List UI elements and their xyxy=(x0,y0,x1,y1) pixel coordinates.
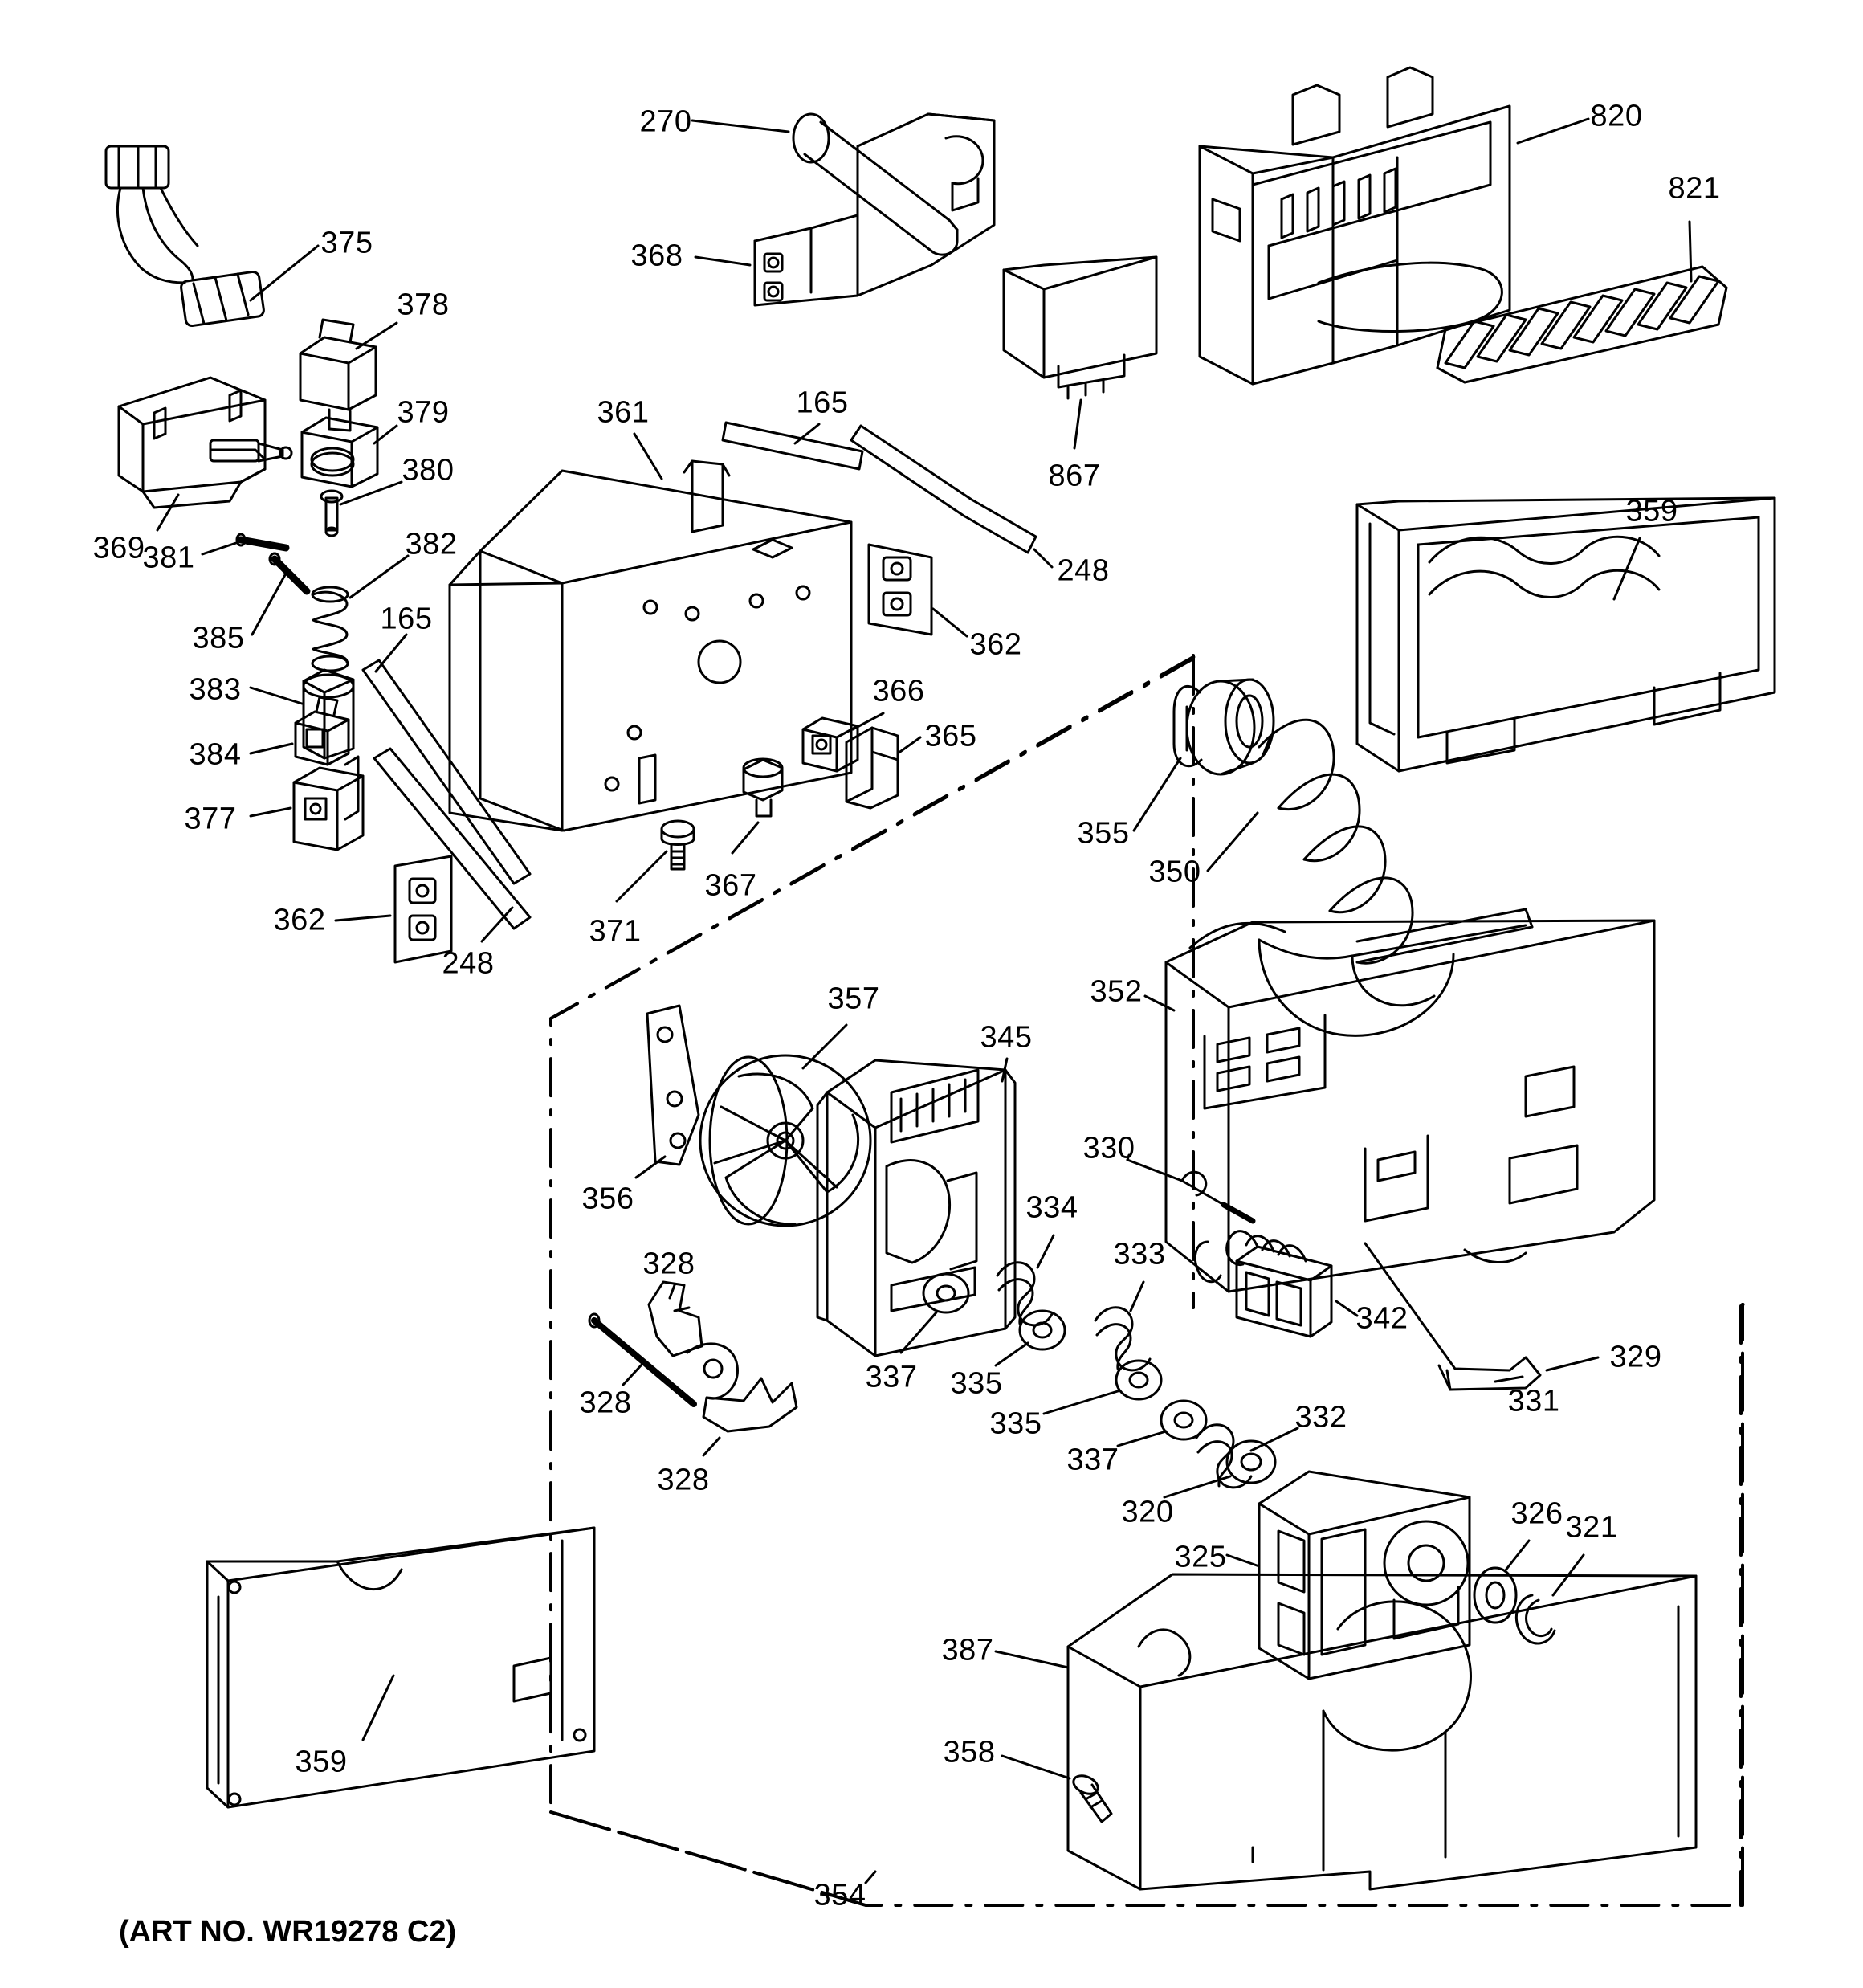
part-362-plate-right xyxy=(869,545,932,635)
leader-356 xyxy=(636,1157,665,1178)
callout-379: 379 xyxy=(397,395,450,430)
leader-369 xyxy=(157,495,178,530)
leader-362-right xyxy=(933,609,967,636)
callout-335-left: 335 xyxy=(950,1366,1003,1401)
part-345-front-housing xyxy=(817,1060,1015,1356)
callout-368: 368 xyxy=(630,239,683,273)
leader-331 xyxy=(1495,1377,1523,1382)
assembly-354-boundary xyxy=(551,655,1743,1905)
leader-867 xyxy=(1074,400,1081,448)
callout-332: 332 xyxy=(1294,1400,1347,1435)
callout-320: 320 xyxy=(1121,1495,1174,1529)
part-385-rod xyxy=(270,553,307,591)
leader-359-bottom xyxy=(363,1676,393,1740)
callout-357: 357 xyxy=(827,982,880,1016)
part-165-strip-top xyxy=(723,423,862,469)
callout-328-bottom: 328 xyxy=(657,1463,710,1497)
callout-321: 321 xyxy=(1565,1510,1618,1545)
leader-821 xyxy=(1690,222,1691,281)
callout-334: 334 xyxy=(1025,1190,1078,1225)
leader-361 xyxy=(634,434,662,479)
part-365-clip xyxy=(846,728,898,808)
leader-365 xyxy=(898,737,920,753)
part-165-strip-left xyxy=(363,660,530,884)
callout-337-left: 337 xyxy=(865,1360,918,1394)
leader-362-left xyxy=(336,916,390,921)
leader-357 xyxy=(803,1025,846,1068)
leader-332 xyxy=(1251,1428,1298,1451)
part-328-paddle xyxy=(687,1344,797,1431)
leader-326 xyxy=(1505,1541,1529,1571)
callout-375: 375 xyxy=(320,226,373,260)
part-330-rod xyxy=(1127,1160,1253,1221)
callout-385: 385 xyxy=(192,621,245,655)
leader-334 xyxy=(1037,1235,1054,1268)
part-381-pin xyxy=(237,534,286,548)
part-355-auger-motor xyxy=(1174,680,1274,774)
leader-384 xyxy=(251,744,292,753)
part-375-wire-harness xyxy=(106,146,264,327)
callout-331: 331 xyxy=(1507,1384,1560,1419)
leader-325 xyxy=(1227,1555,1259,1566)
callout-326: 326 xyxy=(1510,1496,1563,1531)
leader-352 xyxy=(1145,996,1174,1010)
callout-362-left: 362 xyxy=(273,903,326,937)
leader-328-left xyxy=(623,1364,642,1385)
callout-328-left: 328 xyxy=(579,1386,632,1420)
part-366-switch xyxy=(803,718,858,771)
callout-337-right: 337 xyxy=(1066,1443,1119,1477)
callout-248-right: 248 xyxy=(1057,553,1110,588)
leader-337-right xyxy=(1118,1431,1166,1446)
part-337-washer-left xyxy=(923,1274,968,1312)
callout-345: 345 xyxy=(980,1020,1033,1055)
callout-382: 382 xyxy=(405,527,458,561)
part-361-housing xyxy=(450,461,851,831)
part-379-coil xyxy=(302,418,377,487)
part-359-rail xyxy=(1357,498,1775,771)
leader-335-left xyxy=(996,1343,1028,1365)
part-382-spring xyxy=(312,587,348,671)
leader-329 xyxy=(1547,1357,1598,1370)
leader-368 xyxy=(695,257,750,265)
callout-821: 821 xyxy=(1668,171,1721,206)
leader-165-left xyxy=(376,635,406,672)
leader-333 xyxy=(1131,1282,1143,1311)
part-369-motor-housing xyxy=(119,378,291,508)
leader-355 xyxy=(1134,758,1180,831)
part-377-bracket xyxy=(294,757,363,850)
leader-375 xyxy=(251,246,318,300)
callout-333: 333 xyxy=(1113,1237,1166,1272)
callout-362-right: 362 xyxy=(969,627,1022,662)
callout-352: 352 xyxy=(1090,974,1143,1009)
callout-367: 367 xyxy=(704,868,757,903)
callout-380: 380 xyxy=(402,453,455,488)
leader-320 xyxy=(1164,1476,1230,1497)
callout-270: 270 xyxy=(639,104,692,139)
callout-165-top: 165 xyxy=(796,386,849,420)
part-328-lever xyxy=(649,1282,702,1356)
leader-371 xyxy=(617,851,667,901)
art-number-label: (ART NO. WR19278 C2) xyxy=(119,1915,457,1949)
callout-378: 378 xyxy=(397,288,450,322)
leader-381 xyxy=(202,543,236,554)
leader-378 xyxy=(357,323,397,349)
leader-377 xyxy=(251,808,291,816)
part-335-washer-right xyxy=(1116,1361,1161,1399)
callout-165-left: 165 xyxy=(380,602,433,636)
part-821-ejector-blades xyxy=(1437,267,1726,382)
callout-358: 358 xyxy=(943,1735,996,1770)
leader-367 xyxy=(732,823,758,853)
callout-371: 371 xyxy=(589,914,642,949)
callout-328-top: 328 xyxy=(642,1247,695,1281)
leader-328-bottom xyxy=(703,1438,720,1455)
callout-361: 361 xyxy=(597,395,650,430)
callout-355: 355 xyxy=(1077,816,1130,851)
callout-356: 356 xyxy=(581,1182,634,1216)
part-342-solenoid xyxy=(1195,1231,1331,1337)
leader-383 xyxy=(251,688,302,704)
callout-383: 383 xyxy=(189,672,242,707)
part-352-ice-bucket xyxy=(1166,921,1654,1292)
callout-366: 366 xyxy=(872,674,925,708)
part-248-strip-right xyxy=(851,426,1036,553)
leader-342 xyxy=(1336,1301,1357,1316)
leader-350 xyxy=(1208,813,1258,871)
part-359-door-panel xyxy=(207,1528,594,1807)
part-380-plunger xyxy=(321,491,342,536)
callout-365: 365 xyxy=(924,719,977,753)
leader-385 xyxy=(252,574,286,635)
part-356-strap xyxy=(647,1006,699,1165)
leader-382 xyxy=(350,556,408,598)
callout-820: 820 xyxy=(1590,99,1643,133)
part-270-auger-shaft xyxy=(793,114,957,255)
callout-377: 377 xyxy=(184,802,237,836)
leader-335-right xyxy=(1044,1391,1118,1414)
callout-381: 381 xyxy=(142,541,195,575)
callout-329: 329 xyxy=(1609,1340,1662,1374)
leader-354 xyxy=(866,1872,875,1883)
part-368-bracket xyxy=(755,114,994,305)
leader-820 xyxy=(1518,119,1588,143)
leader-387 xyxy=(996,1651,1068,1668)
callout-354: 354 xyxy=(813,1878,866,1912)
callout-359-bottom: 359 xyxy=(295,1745,348,1779)
part-387-lower-housing xyxy=(1068,1574,1696,1889)
leader-366 xyxy=(853,713,883,729)
part-350-auger-spring xyxy=(1259,720,1532,963)
part-867-bin xyxy=(1004,257,1156,398)
part-358-screw xyxy=(1070,1772,1111,1822)
part-378-solenoid xyxy=(300,320,376,431)
assembly-354-boundary-2 xyxy=(551,657,1743,1905)
callout-369: 369 xyxy=(92,531,145,565)
leader-328-top xyxy=(670,1285,675,1298)
callout-335-right: 335 xyxy=(989,1406,1042,1441)
leader-270 xyxy=(692,120,789,132)
callout-867: 867 xyxy=(1048,459,1101,493)
callout-359-right: 359 xyxy=(1625,494,1678,529)
callout-350: 350 xyxy=(1148,855,1201,889)
part-321-clip xyxy=(1516,1595,1555,1643)
leader-248-left xyxy=(482,908,512,941)
leader-359-right xyxy=(1614,538,1640,599)
callout-325: 325 xyxy=(1174,1540,1227,1574)
leader-358 xyxy=(1002,1756,1070,1778)
callout-384: 384 xyxy=(189,737,242,772)
callout-342: 342 xyxy=(1355,1301,1408,1336)
part-371-screw xyxy=(662,821,694,869)
callout-387: 387 xyxy=(941,1633,994,1668)
callout-330: 330 xyxy=(1082,1131,1135,1165)
leader-248-right xyxy=(1034,549,1052,567)
callout-248-left: 248 xyxy=(442,946,495,981)
